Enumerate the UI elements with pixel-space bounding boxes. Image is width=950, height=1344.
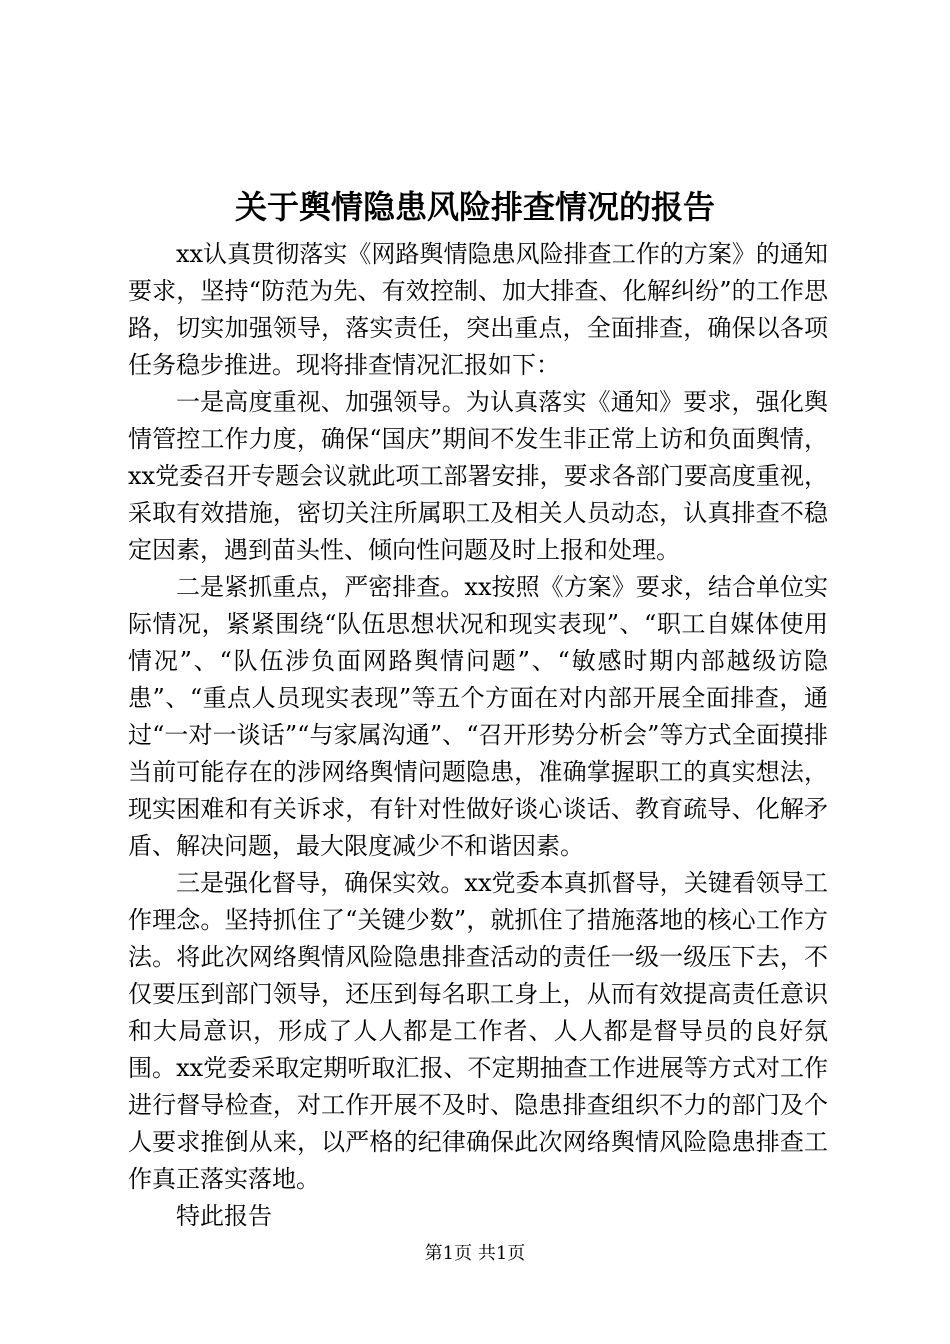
document-body — [128, 236, 828, 1235]
paragraph-intro: xx认真贯彻落实《网路舆情隐患风险排查工作的方案》的通知要求，坚持“防范为先、有效控制、加大排查、化解纠纷”的工作思路，切实加强领导，落实责任，突出重点，全面排查，确保以各项任务稳步推进。现将排查情况汇报如下： — [128, 240, 828, 379]
document-title: 关于舆情隐患风险排查情况的报告 — [234, 188, 715, 226]
page-footer: 第1页 共1页 — [424, 1243, 526, 1264]
paragraph-item-1: 一是高度重视、加强领导。为认真落实《通知》要求，强化舆情管控工作力度，确保“国庆”期间不发生非正常上访和负面舆情，xx党委召开专题会议就此项工部署安排，要求各部门要高度重视，采取有效措施，密切关注所属职工及相关人员动态，认真排查不稳定因素，遇到苗头性、倾向性问题及时上报和处理。 — [128, 388, 828, 564]
paragraph-item-3: 三是强化督导，确保实效。xx党委本真抓督导，关键看领导工作理念。坚持抓住了“关键少数”，就抓住了措施落地的核心工作方法。将此次网络舆情风险隐患排查活动的责任一级一级压下去，不仅要压到部门领导，还压到每名职工身上，从而有效提高责任意识和大局意识，形成了人人都是工作者、人人都是督导员的良好氛围。xx党委采取定期听取汇报、不定期抽查工作进展等方式对工作进行督导检查，对工作开展不及时、隐患排查组织不力的部门及个人要求推倒从来，以严格的纪律确保此次网络舆情风险隐患排查工作真正落实落地。 — [128, 869, 828, 1193]
paragraph-item-2: 二是紧抓重点，严密排查。xx按照《方案》要求，结合单位实际情况，紧紧围绕“队伍思想状况和现实表现”、“职工自媒体使用情况”、“队伍涉负面网路舆情问题”、“敏感时期内部越级访隐患”、“重点人员现实表现”等五个方面在对内部开展全面排查，通过“一对一谈话”“与家属沟通”、“召开形势分析会”等方式全面摸排当前可能存在的涉网络舆情问题隐患，准确掌握职工的真实想法，现实困难和有关诉求，有针对性做好谈心谈话、教育疏导、化解矛盾、解决问题，最大限度减少不和谐因素。 — [128, 573, 828, 860]
closing-text: 特此报告 — [176, 1202, 272, 1230]
